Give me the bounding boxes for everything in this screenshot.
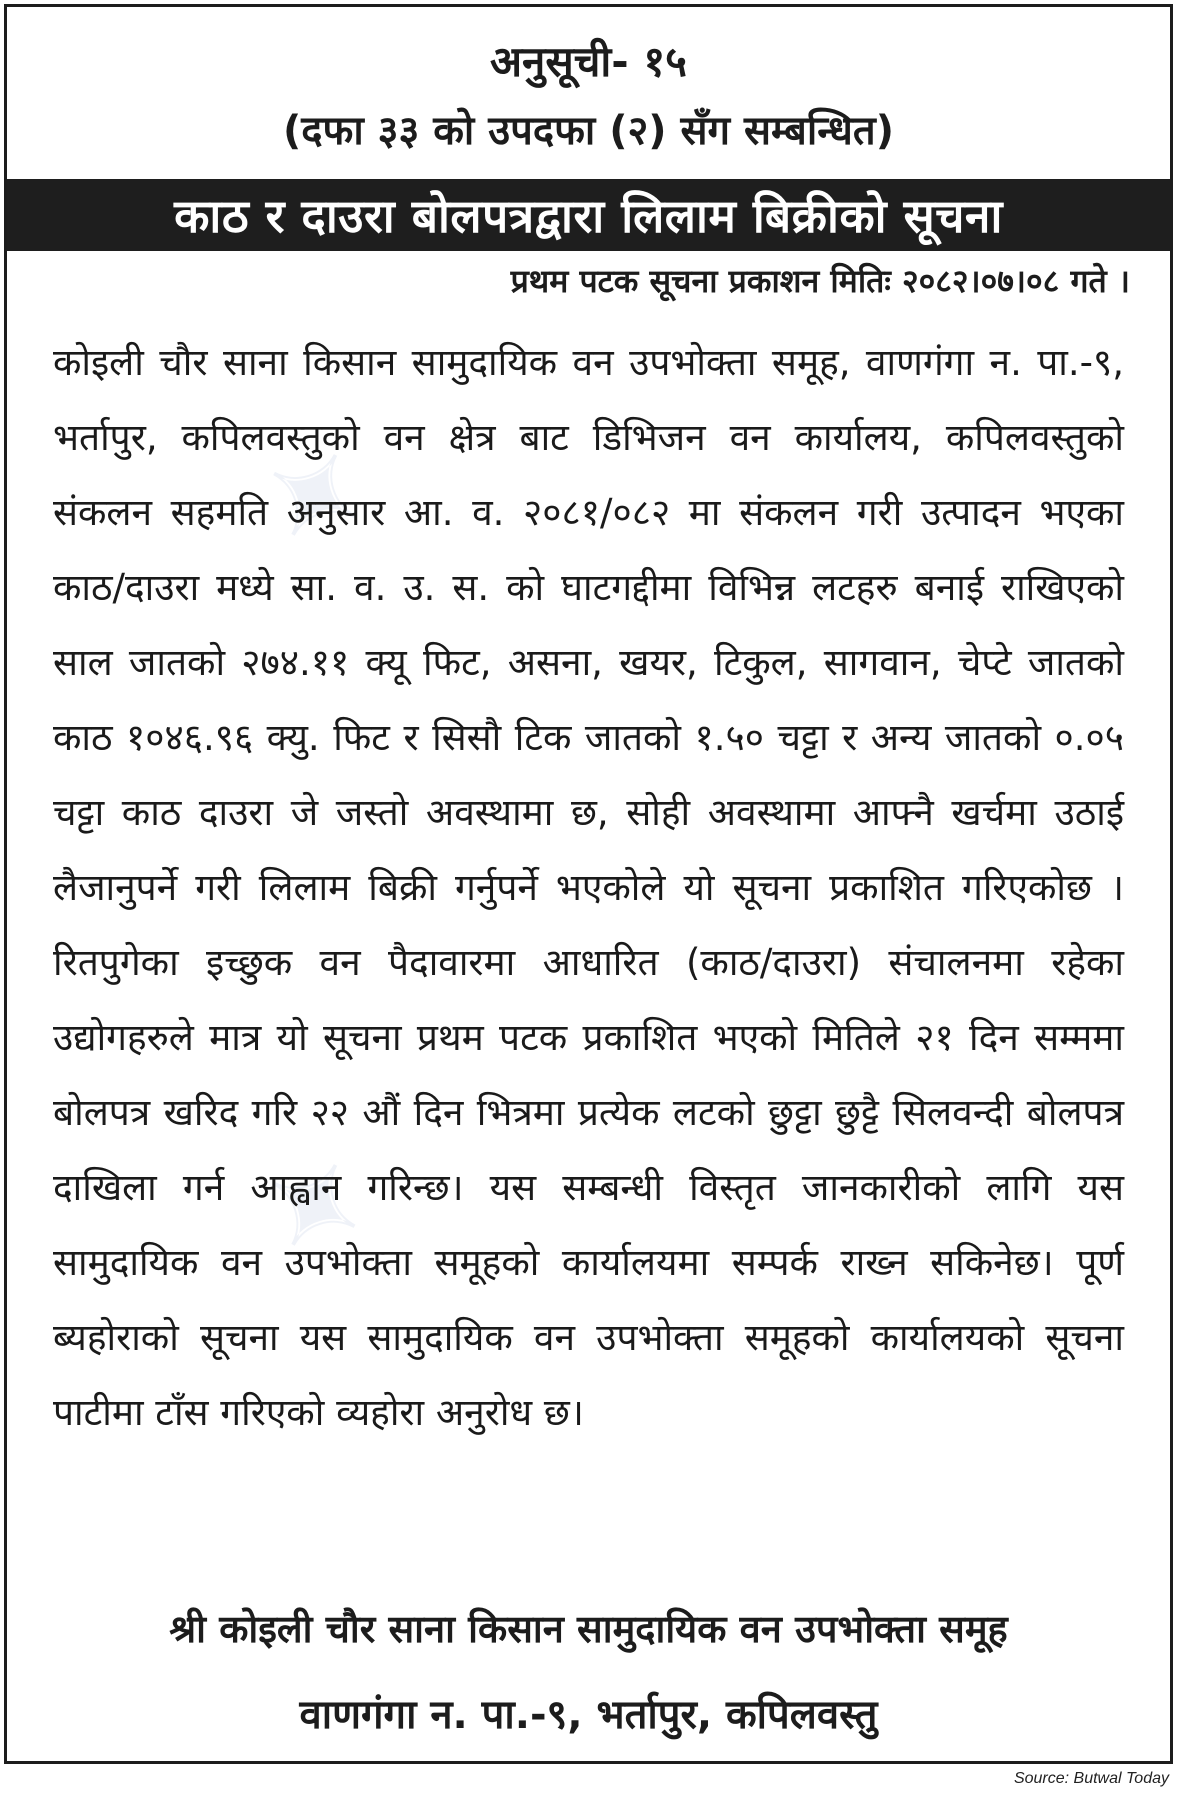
source-credit: Source: Butwal Today bbox=[1013, 1770, 1169, 1787]
section-reference: (दफा ३३ को उपदफा (२) सँग सम्बन्धित) bbox=[283, 108, 894, 154]
publication-date: प्रथम पटक सूचना प्रकाशन मितिः २०८२।०७।०८ गते । bbox=[510, 262, 1130, 300]
watermark-logo: ✦ bbox=[234, 1130, 400, 1283]
watermark-logo: ✦ bbox=[234, 420, 400, 573]
signature-organization: श्री कोइली चौर साना किसान सामुदायिक वन उपभोक्ता समूह bbox=[169, 1607, 1008, 1651]
signature-address: वाणगंगा न. पा.-९, भर्तापुर, कपिलवस्तु bbox=[299, 1692, 878, 1738]
banner-title: काठ र दाउरा बोलपत्रद्वारा लिलाम बिक्रीको सूचना bbox=[174, 189, 1003, 243]
schedule-title: अनुसूची- १५ bbox=[489, 37, 688, 86]
notice-banner bbox=[7, 179, 1170, 251]
notice-frame bbox=[4, 4, 1173, 1764]
notice-body: कोइली चौर साना किसान सामुदायिक वन उपभोक्ता समूह, वाणगंगा न. पा.-९, भर्तापुर, कपिलवस्तुको वन क्षेत्र बाट डिभिजन वन कार्यालय, कपिलवस्तुको संकलन सहमति अनुसार आ. व. २०८१/०८२ मा संकलन गरी उत्पादन भएका काठ/दाउरा मध्ये सा. व. उ. स. को घाटगद्दीमा विभिन्न लटहरु बनाई राखिएको साल जातको २७४.११ क्यू फिट, असना, खयर, टिकुल, सागवान, चेप्टे जातको काठ १०४६.९६ क्यु. फिट र सिसौ टिक जातको १.५० चट्टा र अन्य जातको ०.०५ चट्टा काठ दाउरा जे जस्तो अवस्थामा छ, सोही अवस्थामा आफ्नै खर्चमा उठाई लैजानुपर्ने गरी लिलाम बिक्री गर्नुपर्ने भएकोले यो सूचना प्रकाशित गरिएकोछ । रितपुगेका इच्छुक वन पैदावारमा आधारित (काठ/दाउरा) संचालनमा रहेका उद्योगहरुले मात्र यो सूचना प्रथम पटक प्रकाशित भएको मितिले २१ दिन सम्ममा बोलपत्र खरिद गरि २२ औं दिन भित्रमा प्रत्येक लटको छुट्टा छुट्टै सिलवन्दी बोलपत्र दाखिला गर्न आह्वान गरिन्छ। यस सम्बन्धी विस्तृत जानकारीको लागि यस सामुदायिक वन उपभोक्ता समूहको कार्यालयमा सम्पर्क राख्न सकिनेछ। पूर्ण ब्यहोराको सूचना यस सामुदायिक वन उपभोक्ता समूहको कार्यालयको सूचना पाटीमा टाँस गरिएको व्यहोरा अनुरोध छ। bbox=[53, 341, 1124, 1434]
